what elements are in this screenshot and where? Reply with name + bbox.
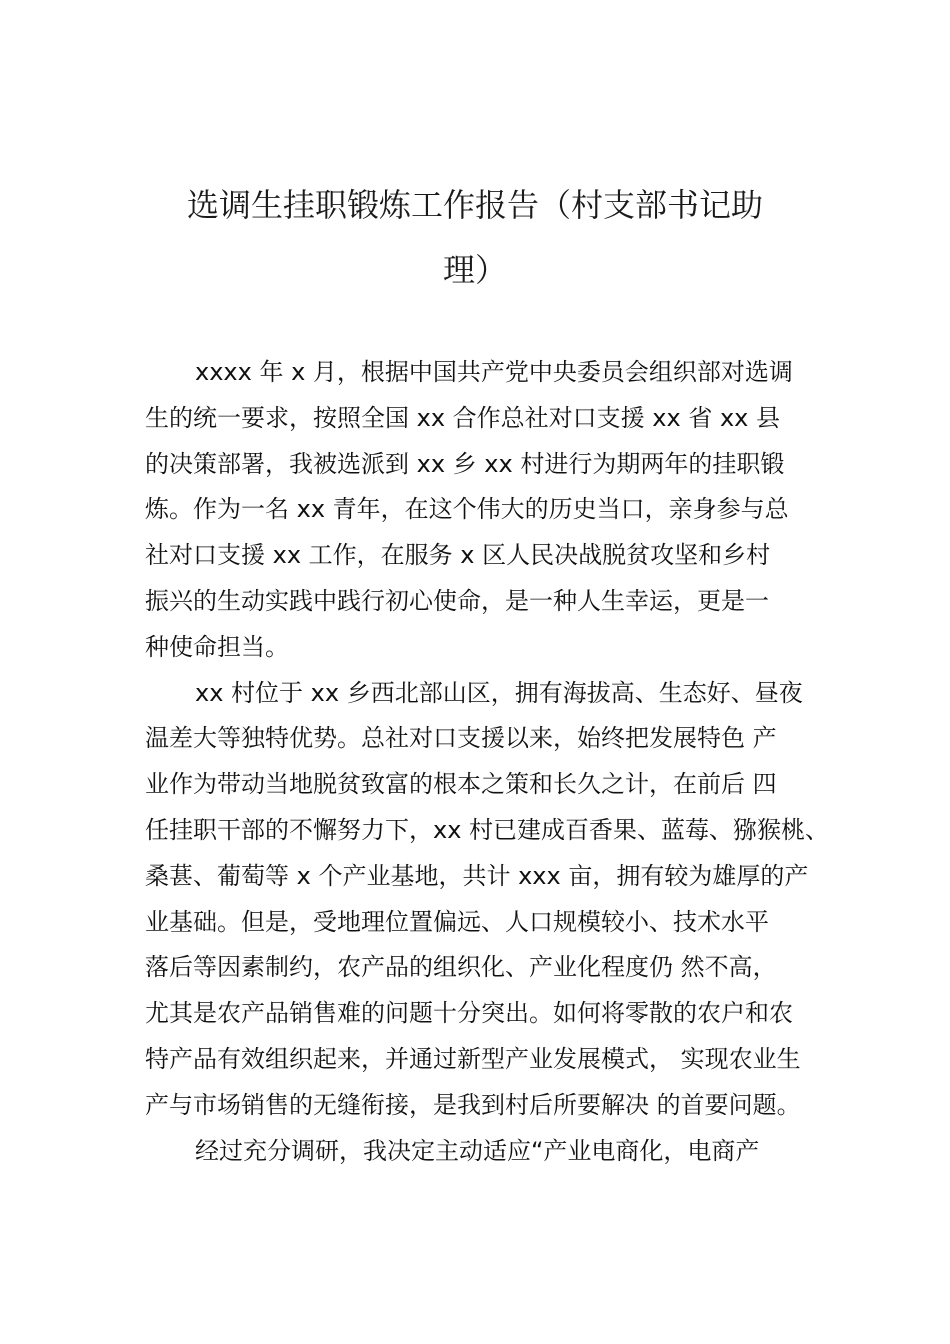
paragraph-3-line-1: 经过充分调研，我决定主动适应“产业电商化，电商产 bbox=[195, 1136, 760, 1165]
paragraph-1-line-3: 的决策部署，我被选派到 xx 乡 xx 村进行为期两年的挂职锻 bbox=[145, 449, 785, 478]
paragraph-2-line-7: 落后等因素制约，农产品的组织化、产业化程度仍 然不高， bbox=[145, 953, 777, 982]
paragraph-2-line-2: 温差大等独特优势。总社对口支援以来，始终把发展特色 产 bbox=[145, 724, 777, 753]
paragraph-2-line-8: 尤其是农产品销售难的问题十分突出。如何将零散的农户和农 bbox=[145, 999, 793, 1028]
paragraph-2-line-9: 特产品有效组织起来，并通过新型产业发展模式， 实现农业生 bbox=[145, 1044, 801, 1073]
paragraph-1-line-5: 社对口支援 xx 工作，在服务 x 区人民决战脱贫攻坚和乡村 bbox=[145, 541, 771, 570]
paragraph-1-line-7: 种使命担当。 bbox=[145, 632, 289, 661]
document-title-line-1: 选调生挂职锻炼工作报告（村支部书记助 bbox=[186, 186, 763, 224]
paragraph-1-line-4: 炼。作为一名 xx 青年，在这个伟大的历史当口，亲身参与总 bbox=[145, 495, 789, 524]
paragraph-2-line-10: 产与市场销售的无缝衔接，是我到村后所要解决 的首要问题。 bbox=[145, 1090, 801, 1119]
document-body bbox=[145, 350, 845, 1174]
paragraph-2-line-1: xx 村位于 xx 乡西北部山区，拥有海拔高、生态好、昼夜 bbox=[195, 678, 803, 707]
paragraph-1-line-1: xxxx 年 x 月，根据中国共产党中央委员会组织部对选调 bbox=[195, 358, 793, 386]
paragraph-1-line-6: 振兴的生动实践中践行初心使命，是一种人生幸运，更是一 bbox=[145, 586, 769, 615]
paragraph-2-line-3: 业作为带动当地脱贫致富的根本之策和长久之计，在前后 四 bbox=[145, 770, 777, 799]
paragraph-2-line-4: 任挂职干部的不懈努力下，xx 村已建成百香果、蓝莓、猕猴桃、 bbox=[145, 815, 830, 844]
paragraph-2-line-6: 业基础。但是，受地理位置偏远、人口规模较小、技术水平 bbox=[145, 907, 769, 936]
paragraph-2-line-5: 桑葚、葡萄等 x 个产业基地，共计 xxx 亩，拥有较为雄厚的产 bbox=[145, 861, 809, 890]
document-title-line-2: 理） bbox=[442, 251, 507, 289]
paragraph-1-line-2: 生的统一要求，按照全国 xx 合作总社对口支援 xx 省 xx 县 bbox=[145, 403, 780, 432]
